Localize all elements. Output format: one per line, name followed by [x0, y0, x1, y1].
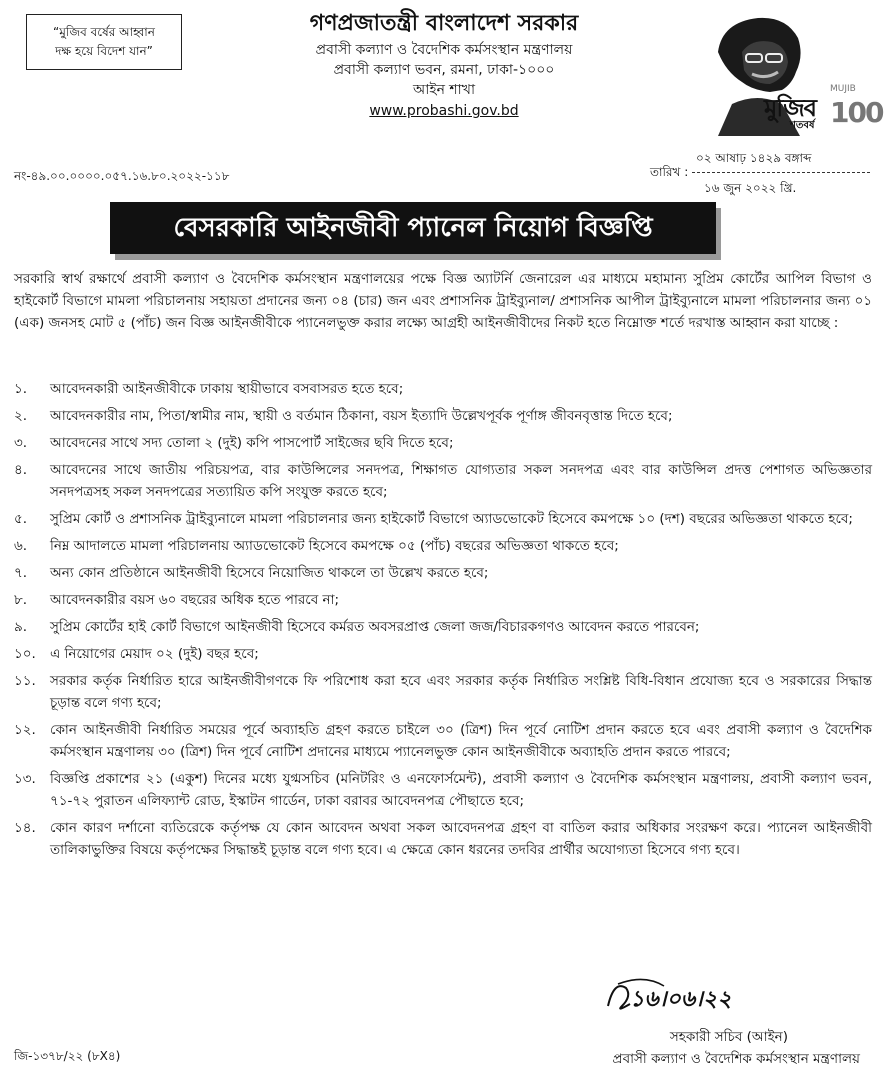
condition-text: কোন কারণ দর্শানো ব্যতিরেকে কর্তৃপক্ষ যে কোন আবেদন অথবা সকল আবেদনপত্র গ্রহণ বা বাতিল করার অধিকার সংরক্ষণ করে। প্যানেল আইনজীবী তালিকাভুক্তির বিষয়ে কর্তৃপক্ষের সিদ্ধান্তই চূড়ান্ত বলে গণ্য হবে। এ ক্ষেত্রে কোন ধরনের তদবির প্রার্থীর অযোগ্যতা হিসেবে গণ্য হবে।	[50, 820, 872, 858]
reference-code: জি-১৩৭৮/২২ (৮X৪)	[14, 1049, 121, 1063]
condition-number: ৯.	[14, 619, 28, 635]
logo-subtitle: শতবর্ষ	[790, 120, 815, 131]
condition-text: নিম্ন আদালতে মামলা পরিচালনায় অ্যাডভোকেট হিসেবে কমপক্ষে ০৫ (পাঁচ) বছরের অভিজ্ঞতা থাকতে হবে;	[50, 538, 619, 554]
condition-text: সুপ্রিম কোর্ট ও প্রশাসনিক ট্রাইব্যুনালে মামলা পরিচালনার জন্য হাইকোর্ট বিভাগে অ্যাডভোকেট হিসেবে কমপক্ষে ১০ (দশ) বছরের অভিজ্ঞতা থাকতে হবে;	[50, 511, 853, 527]
logo-mujib-text: মুজিব	[764, 94, 817, 122]
condition-number: ৬.	[14, 538, 28, 554]
condition-item	[14, 562, 872, 584]
condition-item	[14, 719, 872, 763]
date-english: ১৬ জুন ২০২২ খ্রি.	[704, 181, 797, 195]
intro-paragraph: সরকারি স্বার্থ রক্ষার্থে প্রবাসী কল্যাণ ও বৈদেশিক কর্মসংস্থান মন্ত্রণালয়ের পক্ষে বিজ্ঞ অ্যাটর্নি জেনারেল এর মাধ্যমে মহামান্য সুপ্রিম কোর্টের আপিল বিভাগ ও হাইকোর্ট বিভাগে মামলা পরিচালনায় সহায়তা প্রদানের জন্য ০৪ (চার) জন এবং প্রশাসনিক ট্রাইব্যুনাল/ প্রশাসনিক আপীল ট্রাইব্যুনালে মামলা পরিচালনার জন্য ০১ (এক) জনসহ মোট ৫ (পাঁচ) জন বিজ্ঞ আইনজীবীকে প্যানেলভুক্ত করার লক্ষ্যে আগ্রহী আইনজীবীদের নিকট হতে নিম্নোক্ত শর্তে দরখাস্ত আহ্বান করা যাচ্ছে :	[14, 271, 872, 331]
condition-text: সরকার কর্তৃক নির্ধারিত হারে আইনজীবীগণকে ফি পরিশোধ করা হবে এবং সরকার কর্তৃক নির্ধারিত সংশ্লিষ্ট বিধি-বিধান প্রযোজ্য হবে ও সরকারের সিদ্ধান্ত চূড়ান্ত বলে গণ্য হবে;	[50, 673, 872, 711]
condition-item	[14, 535, 872, 557]
condition-text: কোন আইনজীবী নির্ধারিত সময়ের পূর্বে অব্যাহতি গ্রহণ করতে চাইলে ৩০ (ত্রিশ) দিন পূর্বে নোটিশ প্রদান করতে হবে এবং প্রবাসী কল্যাণ ও বৈদেশিক কর্মসংস্থান মন্ত্রণালয় ৩০ (ত্রিশ) দিন পূর্বে নোটিশ প্রদানের মাধ্যমে প্যানেলভুক্ত কোন আইনজীবীকে অব্যাহতি প্রদান করতে পারবে;	[50, 722, 872, 760]
condition-number: ১.	[14, 381, 28, 397]
condition-text: আবেদনের সাথে সদ্য তোলা ২ (দুই) কপি পাসপোর্ট সাইজের ছবি দিতে হবে;	[50, 435, 454, 451]
condition-number: ১১.	[14, 673, 36, 689]
memo-number: নং-৪৯.০০.০০০০.০৫৭.১৬.৮০.২০২২-১১৮	[14, 169, 230, 183]
mujib-centenary-logo	[712, 12, 883, 136]
slogan-box	[26, 14, 182, 70]
condition-item	[14, 589, 872, 611]
date-bangla: ০২ আষাঢ় ১৪২৯ বঙ্গাব্দ	[696, 151, 812, 165]
condition-item	[14, 459, 872, 503]
website-link[interactable]: www.probashi.gov.bd	[369, 103, 519, 119]
condition-number: ১২.	[14, 722, 36, 738]
signer-designation: সহকারী সচিব (আইন)	[669, 1029, 788, 1045]
ministry-name: প্রবাসী কল্যাণ ও বৈদেশিক কর্মসংস্থান মন্ত্রণালয়	[315, 42, 573, 58]
condition-number: ৮.	[14, 592, 28, 608]
logo-latin-text: MUJIB	[830, 84, 856, 94]
signature-date: ১৬।০৬।২২	[630, 986, 732, 1012]
condition-item	[14, 405, 872, 427]
condition-item	[14, 508, 872, 530]
condition-text: আবেদনকারী আইনজীবীকে ঢাকায় স্থায়ীভাবে বসবাসরত হতে হবে;	[50, 381, 404, 397]
condition-text: সুপ্রিম কোর্টের হাই কোর্ট বিভাগে আইনজীবী হিসেবে কর্মরত অবসরপ্রাপ্ত জেলা জজ/বিচারকগণও আবেদন করতে পারবেন;	[50, 619, 700, 635]
condition-number: ৩.	[14, 435, 28, 451]
condition-number: ২.	[14, 408, 28, 424]
date-label: তারিখ :	[650, 165, 689, 179]
condition-text: এ নিয়োগের মেয়াদ ০২ (দুই) বছর হবে;	[50, 646, 259, 662]
slogan-line-2: দক্ষ হয়ে বিদেশ যান”	[55, 44, 153, 58]
condition-item	[14, 432, 872, 454]
letterhead	[200, 8, 688, 121]
condition-text: অন্য কোন প্রতিষ্ঠানে আইনজীবী হিসেবে নিয়োজিত থাকলে তা উল্লেখ করতে হবে;	[50, 565, 489, 581]
conditions-list	[14, 378, 872, 866]
condition-item	[14, 817, 872, 861]
logo-hundred: 100	[830, 96, 883, 129]
notice-title: বেসরকারি আইনজীবী প্যানেল নিয়োগ বিজ্ঞপ্তি	[110, 202, 716, 254]
condition-text: আবেদনকারীর নাম, পিতা/স্বামীর নাম, স্থায়ী ও বর্তমান ঠিকানা, বয়স ইত্যাদি উল্লেখপূর্বক পূর্ণাঙ্গ জীবনবৃত্তান্ত দিতে হবে;	[50, 408, 673, 424]
condition-number: ৪.	[14, 462, 28, 478]
condition-number: ৭.	[14, 565, 28, 581]
condition-text: বিজ্ঞপ্তি প্রকাশের ২১ (একুশ) দিনের মধ্যে যুগ্মসচিব (মনিটরিং ও এনফোর্সমেন্ট), প্রবাসী কল্যাণ ও বৈদেশিক কর্মসংস্থান মন্ত্রণালয়, প্রবাসী কল্যাণ ভবন, ৭১-৭২ পুরাতন এলিফ্যান্ট রোড, ইস্কাটন গার্ডেন, ঢাকা বরাবর আবেদনপত্র পৌছাতে হবে;	[50, 771, 872, 809]
condition-item	[14, 378, 872, 400]
government-name: গণপ্রজাতন্ত্রী বাংলাদেশ সরকার	[309, 11, 579, 36]
condition-number: ৫.	[14, 511, 28, 527]
condition-number: ১৪.	[14, 820, 36, 836]
signer-office: প্রবাসী কল্যাণ ও বৈদেশিক কর্মসংস্থান মন্ত্রণালয়	[612, 1051, 860, 1067]
condition-item	[14, 670, 872, 714]
condition-item	[14, 616, 872, 638]
condition-number: ১৩.	[14, 771, 36, 787]
condition-item	[14, 768, 872, 812]
condition-item	[14, 643, 872, 665]
date-divider	[692, 172, 870, 173]
condition-text: আবেদনের সাথে জাতীয় পরিচয়পত্র, বার কাউন্সিলের সনদপত্র, শিক্ষাগত যোগ্যতার সকল সনদপত্র এবং বার কাউন্সিল প্রদত্ত পেশাগত অভিজ্ঞতার সনদপত্রসহ সকল সনদপত্রের সত্যায়িত কপি সংযুক্ত করতে হবে;	[50, 462, 872, 500]
signer-block	[0, 1026, 860, 1070]
condition-number: ১০.	[14, 646, 36, 662]
signature	[604, 976, 784, 1018]
slogan-line-1: “মুজিব বর্ষের আহ্বান	[53, 25, 155, 39]
condition-text: আবেদনকারীর বয়স ৬০ বছরের অধিক হতে পারবে না;	[50, 592, 340, 608]
branch-name: আইন শাখা	[412, 82, 476, 98]
office-address: প্রবাসী কল্যাণ ভবন, রমনা, ঢাকা-১০০০	[333, 62, 555, 78]
